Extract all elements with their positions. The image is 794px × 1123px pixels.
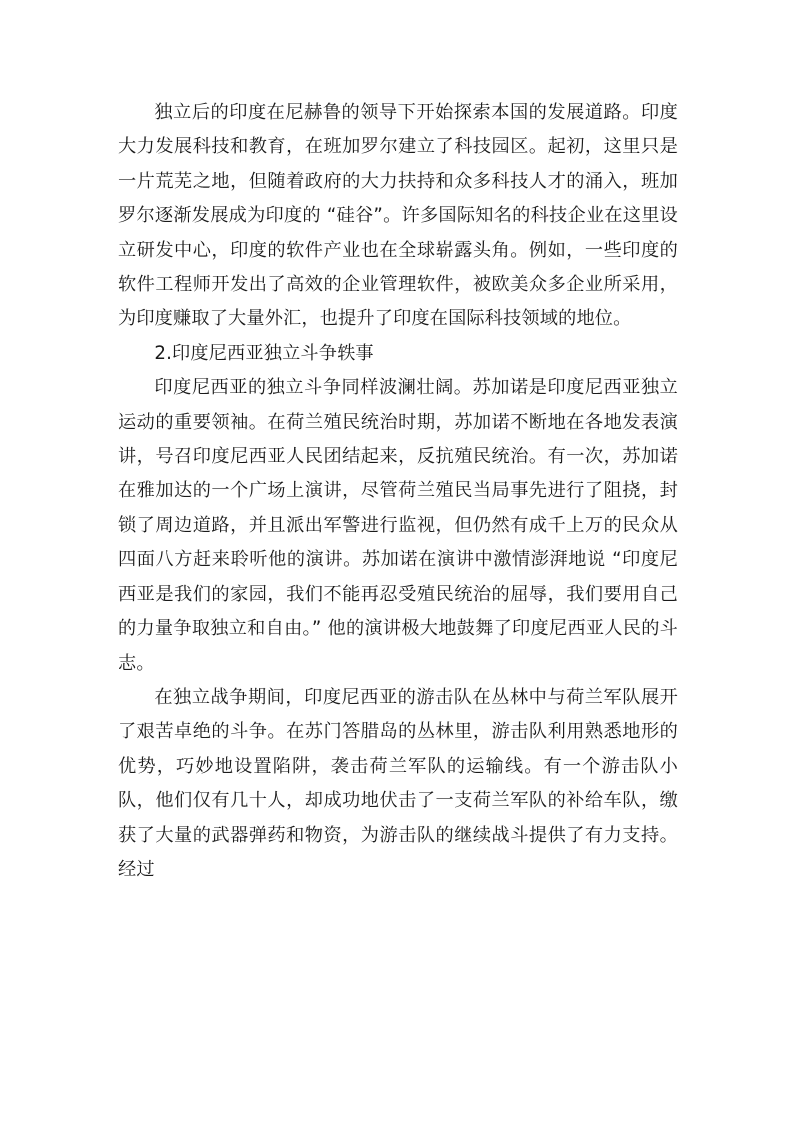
paragraph-indonesia-guerrilla: 在独立战争期间，印度尼西亚的游击队在丛林中与荷兰军队展开了艰苦卓绝的斗争。在苏门答腊岛的丛林里，游击队利用熟悉地形的优势，巧妙地设置陷阱，袭击荷兰军队的运输线。有一个游击队小队，他们仅有几十人，却成功地伏击了一支荷兰军队的补给车队，缴获了大量的武器弹药和物资，为游击队的继续战斗提供了有力支持。经过 (118, 686, 678, 880)
paragraph-indonesia-sukarno: 印度尼西亚的独立斗争同样波澜壮阔。苏加诺是印度尼西亚独立运动的重要领袖。在荷兰殖民统治时期，苏加诺不断地在各地发表演讲，号召印度尼西亚人民团结起来，反抗殖民统治。有一次，苏加诺在雅加达的一个广场上演讲，尽管荷兰殖民当局事先进行了阻挠，封锁了周边道路，并且派出军警进行监视，但仍然有成千上万的民众从四面八方赶来聆听他的演讲。苏加诺在演讲中激情澎湃地说 “印度尼西亚是我们的家园，我们不能再忍受殖民统治的屈辱，我们要用自己的力量争取独立和自由。” 他的演讲极大地鼓舞了印度尼西亚人民的斗志。 (118, 377, 678, 674)
document-body (118, 96, 678, 887)
paragraph-india-development: 独立后的印度在尼赫鲁的领导下开始探索本国的发展道路。印度大力发展科技和教育，在班加罗尔建立了科技园区。起初，这里只是一片荒芜之地，但随着政府的大力扶持和众多科技人才的涌入，班加罗尔逐渐发展成为印度的 “硅谷”。许多国际知名的科技企业在这里设立研发中心，印度的软件产业也在全球崭露头角。例如，一些印度的软件工程师开发出了高效的企业管理软件，被欧美众多企业所采用，为印度赚取了大量外汇，也提升了印度在国际科技领域的地位。 (118, 102, 678, 330)
section-heading: 2.印度尼西亚独立斗争轶事 (154, 342, 374, 364)
